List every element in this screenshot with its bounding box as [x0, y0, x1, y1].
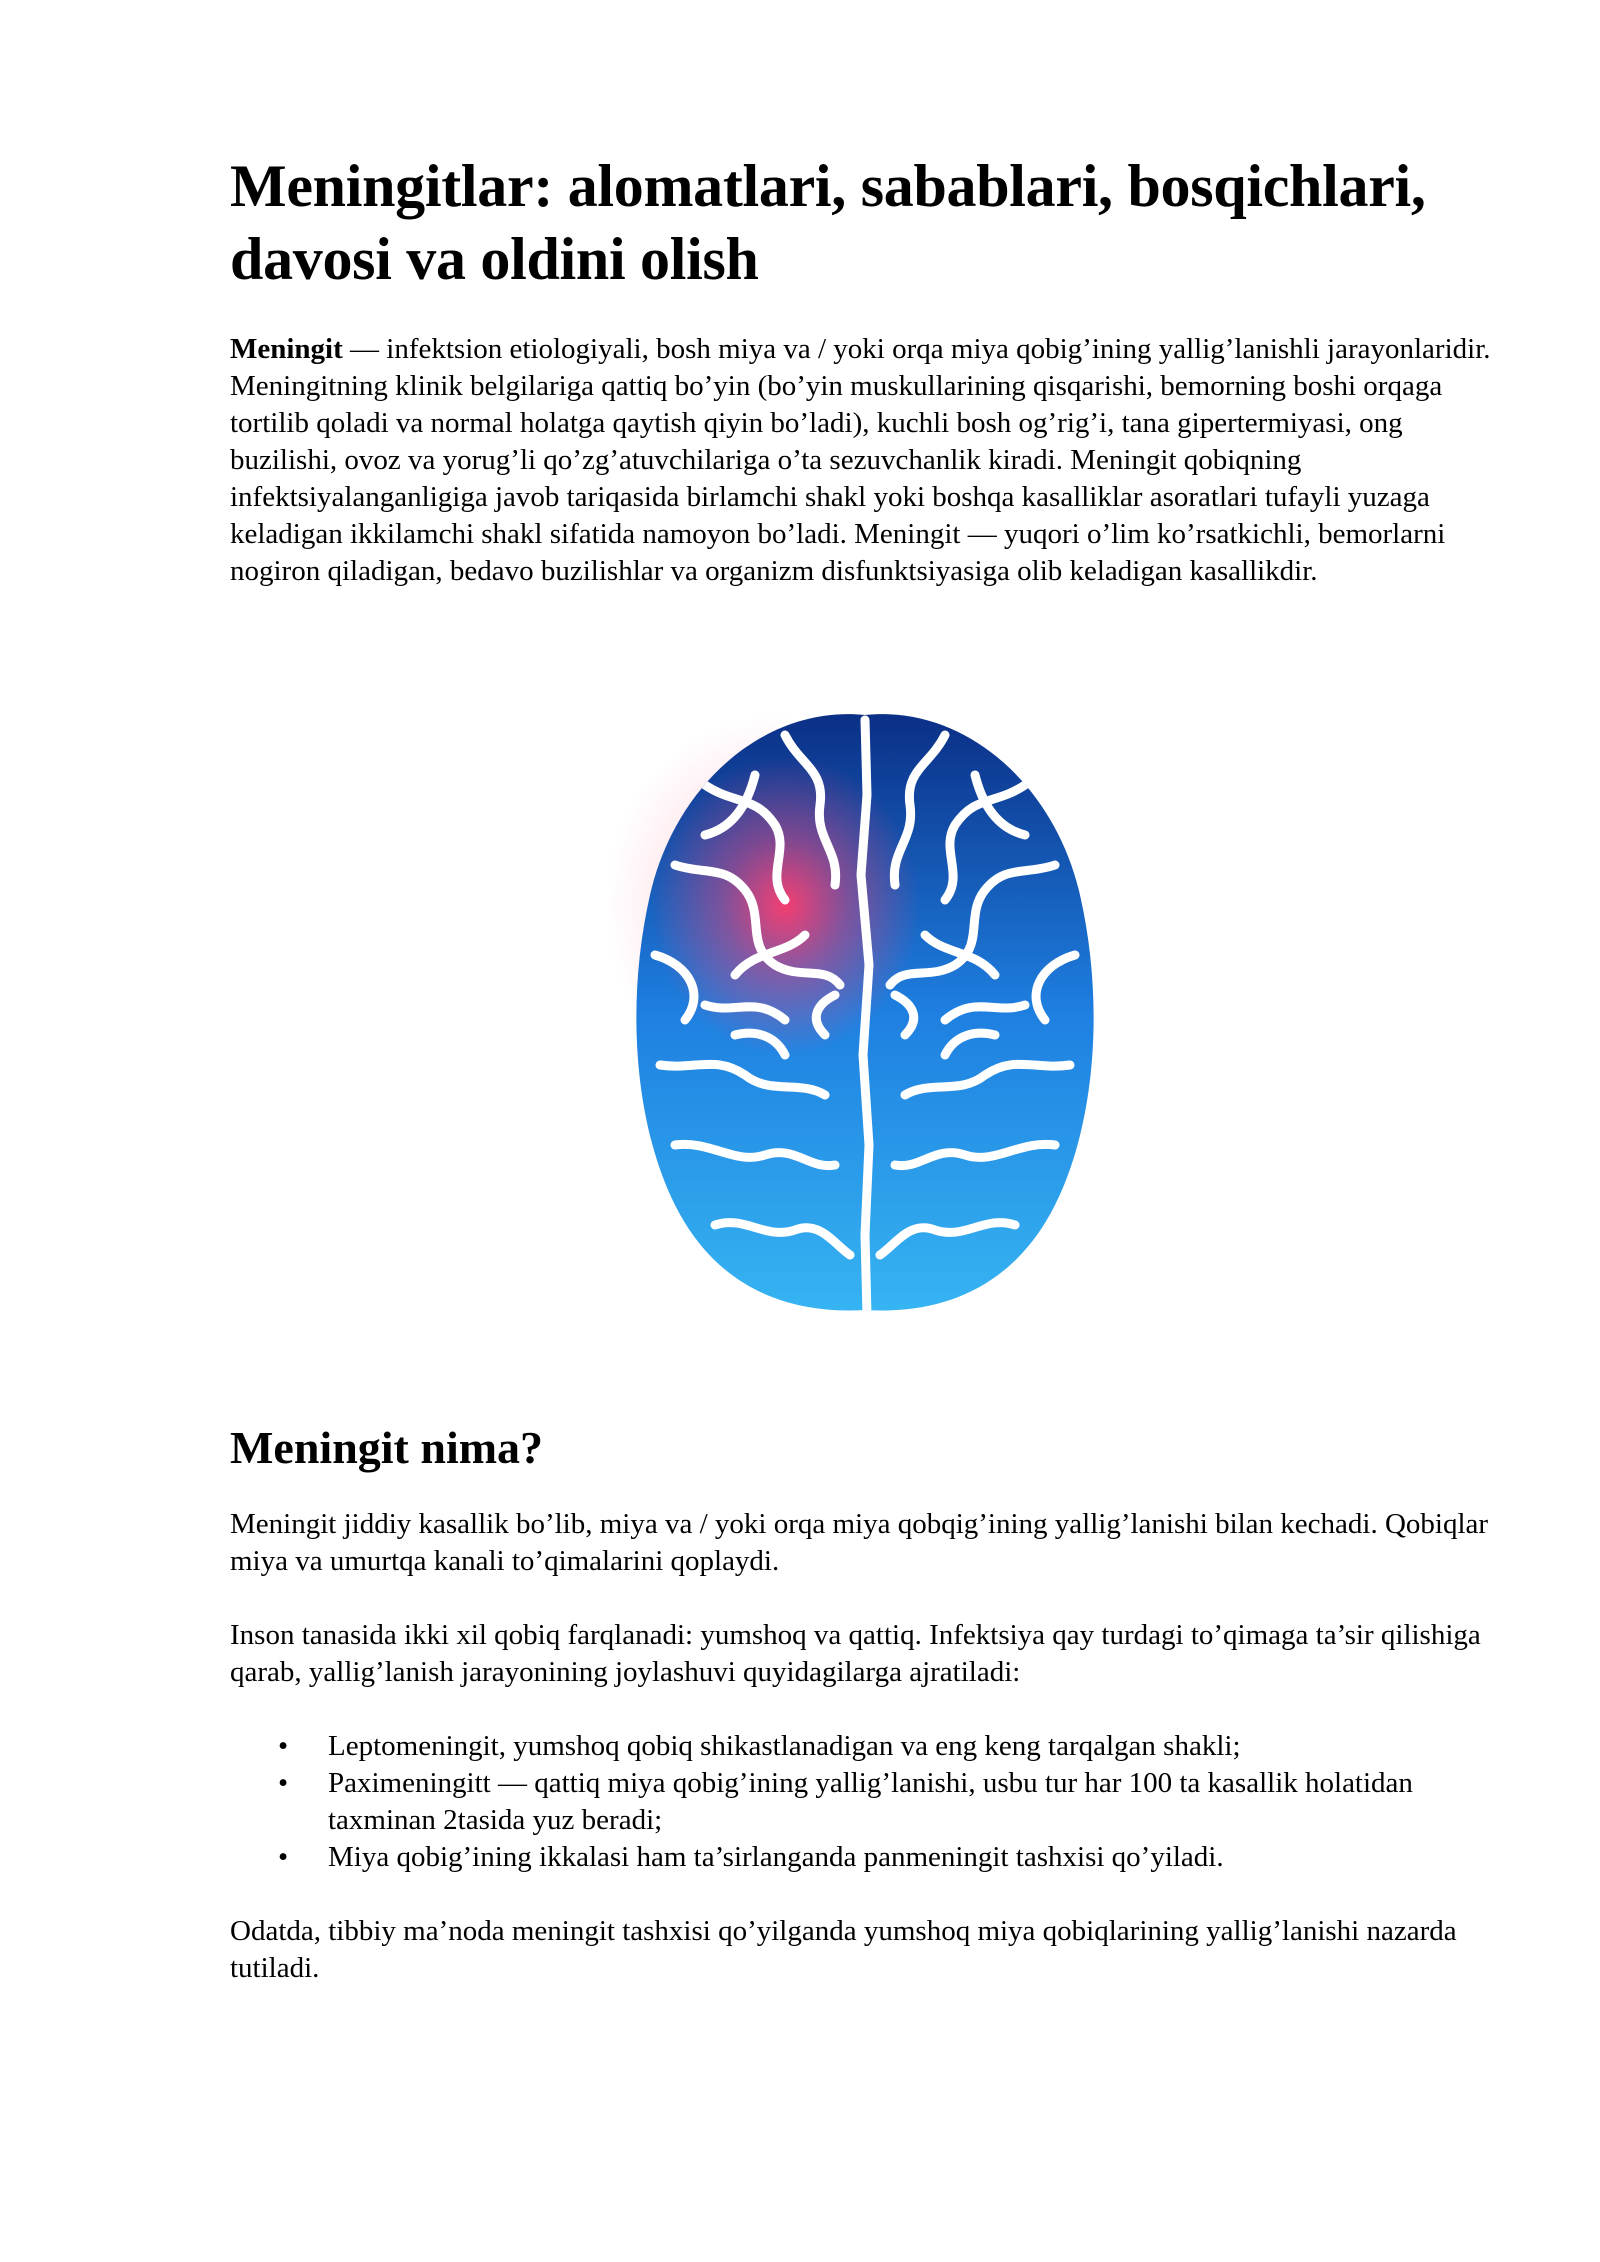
intro-text: — infektsion etiologiyali, bosh miya va / yoki orqa miya qobig’ining yallig’lanishli jarayonlaridir. Meningitning klinik belgilariga qattiq bo’yin (bo’yin muskullarining qisqarishi, bemorning boshi orqaga tortilib qoladi va normal holatga qaytish qiyin bo’ladi), kuchli bosh og’rig’i, tana gipertermiyasi, ong buzilishi, ovoz va yorug’li qo’zg’atuvchilariga o’ta sezuvchanlik kiradi. Meningit qobiqning infektsiyalanganligiga javob tariqasida birlamchi shakl yoki boshqa kasalliklar asoratlari tufayli yuzaga keladigan ikkilamchi shakl sifatida namoyon bo’ladi. Meningit — yuqori o’lim ko’rsatkichli, bemorlarni nogiron qiladigan, bedavo buzilishlar va organizm disfunktsiyasiga olib keladigan kasallikdir.: [230, 333, 1491, 587]
section-heading: Meningit nima?: [230, 1422, 544, 1473]
list-item: • Leptomeningit, yumshoq qobiq shikastlanadigan va eng keng tarqalgan shakli;: [328, 1728, 1500, 1765]
list-item: • Paximeningitt — qattiq miya qobig’ining yallig’lanishi, usbu tur har 100 ta kasallik holatidan taxminan 2tasida yuz beradi;: [328, 1765, 1500, 1839]
section-paragraph-2: Inson tanasida ikki xil qobiq farqlanadi: yumshoq va qattiq. Infektsiya qay turdagi to’qimaga ta’sir qilishiga qarab, yallig’lanish jarayonining joylashuvi quyidagilarga ajratiladi:: [230, 1619, 1481, 1688]
section-paragraph-1: Meningit jiddiy kasallik bo’lib, miya va / yoki orqa miya qobqig’ining yallig’lanishi bilan kechadi. Qobiqlar miya va umurtqa kanali to’qimalarini qoplaydi.: [230, 1508, 1489, 1577]
list-item: • Miya qobig’ining ikkalasi ham ta’sirlanganda panmeningit tashxisi qo’yiladi.: [328, 1839, 1500, 1876]
section-paragraph-3: Odatda, tibbiy ma’noda meningit tashxisi qo’yilganda yumshoq miya qobiqlarining yallig’lanishi nazarda tutiladi.: [230, 1915, 1457, 1984]
shell-types-list: [230, 1728, 1500, 1876]
intro-term: Meningit: [230, 333, 343, 365]
intro-paragraph: [230, 331, 1500, 590]
document-title: Meningitlar: alomatlari, sabablari, bosqichlari, davosi va oldini olish: [230, 153, 1426, 292]
brain-inflammation-icon: [585, 675, 1145, 1335]
document-page: [230, 150, 1500, 1987]
brain-figure: [230, 590, 1500, 1420]
